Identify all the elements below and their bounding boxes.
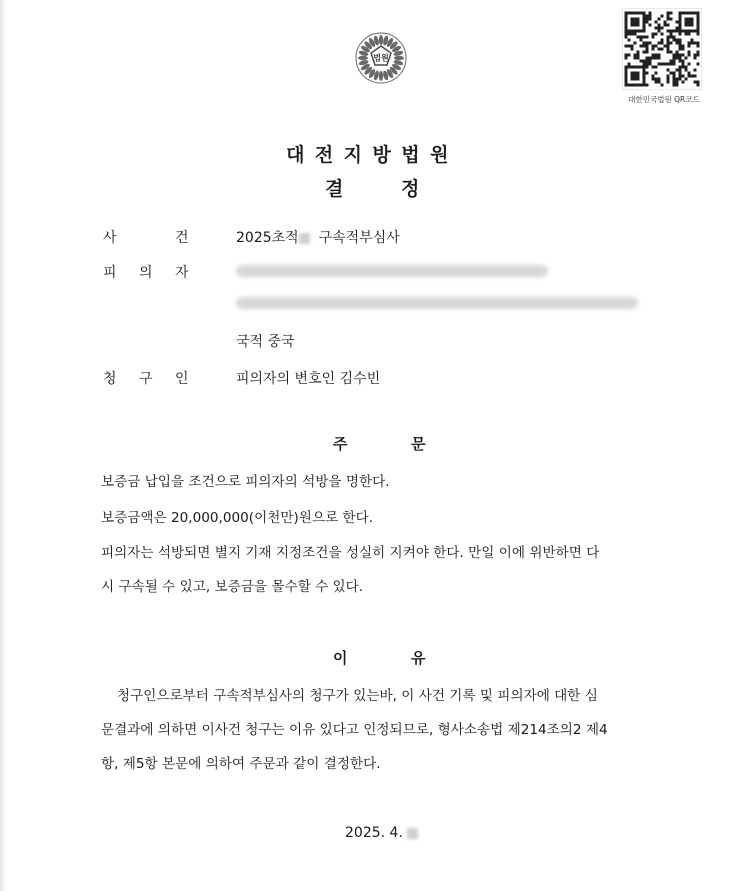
reason-heading-char-2: 유	[411, 649, 426, 667]
case-number-prefix: 2025초적	[236, 230, 299, 246]
order-heading-char-1: 주	[333, 435, 348, 453]
emblem-text: 법원	[373, 53, 389, 63]
redacted-case-number	[299, 233, 310, 244]
order-line-1: 보증금 납입을 조건으로 피의자의 석방을 명한다.	[101, 474, 390, 490]
order-heading-char-2: 문	[411, 435, 426, 453]
decision-date	[345, 825, 418, 841]
reason-line-1: 청구인으로부터 구속적부심사의 청구가 있는바, 이 사건 기록 및 피의자에 대한 심	[117, 688, 598, 704]
decision-date-text: 2025. 4.	[345, 825, 403, 841]
case-label-char-1: 사	[103, 230, 117, 246]
suspect-label-char-3: 자	[175, 265, 189, 281]
court-emblem-icon	[346, 22, 416, 92]
reason-line-2: 문결과에 의하면 이사건 청구는 이유 있다고 인정되므로, 형사소송법 제214조의2 제4	[101, 722, 608, 738]
case-number	[236, 227, 400, 247]
case-type: 구속적부심사	[318, 230, 400, 246]
court-name: 대전지방법원	[286, 144, 459, 166]
claimant-label-char-3: 인	[175, 371, 189, 387]
suspect-label-char-1: 피	[103, 265, 117, 281]
order-line-4: 시 구속될 수 있고, 보증금을 몰수할 수 있다.	[101, 579, 364, 595]
claimant-label-char-1: 청	[103, 371, 117, 387]
order-line-2: 보증금액은 20,000,000(이천만)원으로 한다.	[101, 510, 374, 526]
qr-code-icon	[622, 8, 702, 90]
reason-line-3: 항, 제5항 본문에 의하여 주문과 같이 결정한다.	[101, 756, 381, 772]
redacted-suspect-name	[236, 265, 548, 277]
case-label-char-2: 건	[175, 230, 189, 246]
redacted-suspect-address	[236, 297, 638, 309]
order-line-3: 피의자는 석방되면 별지 기재 지정조건을 성실히 지켜야 한다. 만일 이에 위반하면 다	[101, 545, 600, 561]
suspect-nationality: 국적 중국	[236, 334, 295, 350]
claimant-label-char-2: 구	[139, 371, 153, 387]
doc-title-char-2: 정	[401, 178, 420, 200]
doc-title-char-1: 결	[325, 178, 344, 200]
claimant-name: 피의자의 변호인 김수빈	[236, 371, 381, 387]
qr-caption: 대한민국법원 QR코드	[628, 95, 700, 104]
suspect-label-char-2: 의	[139, 265, 153, 281]
redacted-date-day	[407, 828, 418, 839]
reason-heading-char-1: 이	[333, 649, 348, 667]
